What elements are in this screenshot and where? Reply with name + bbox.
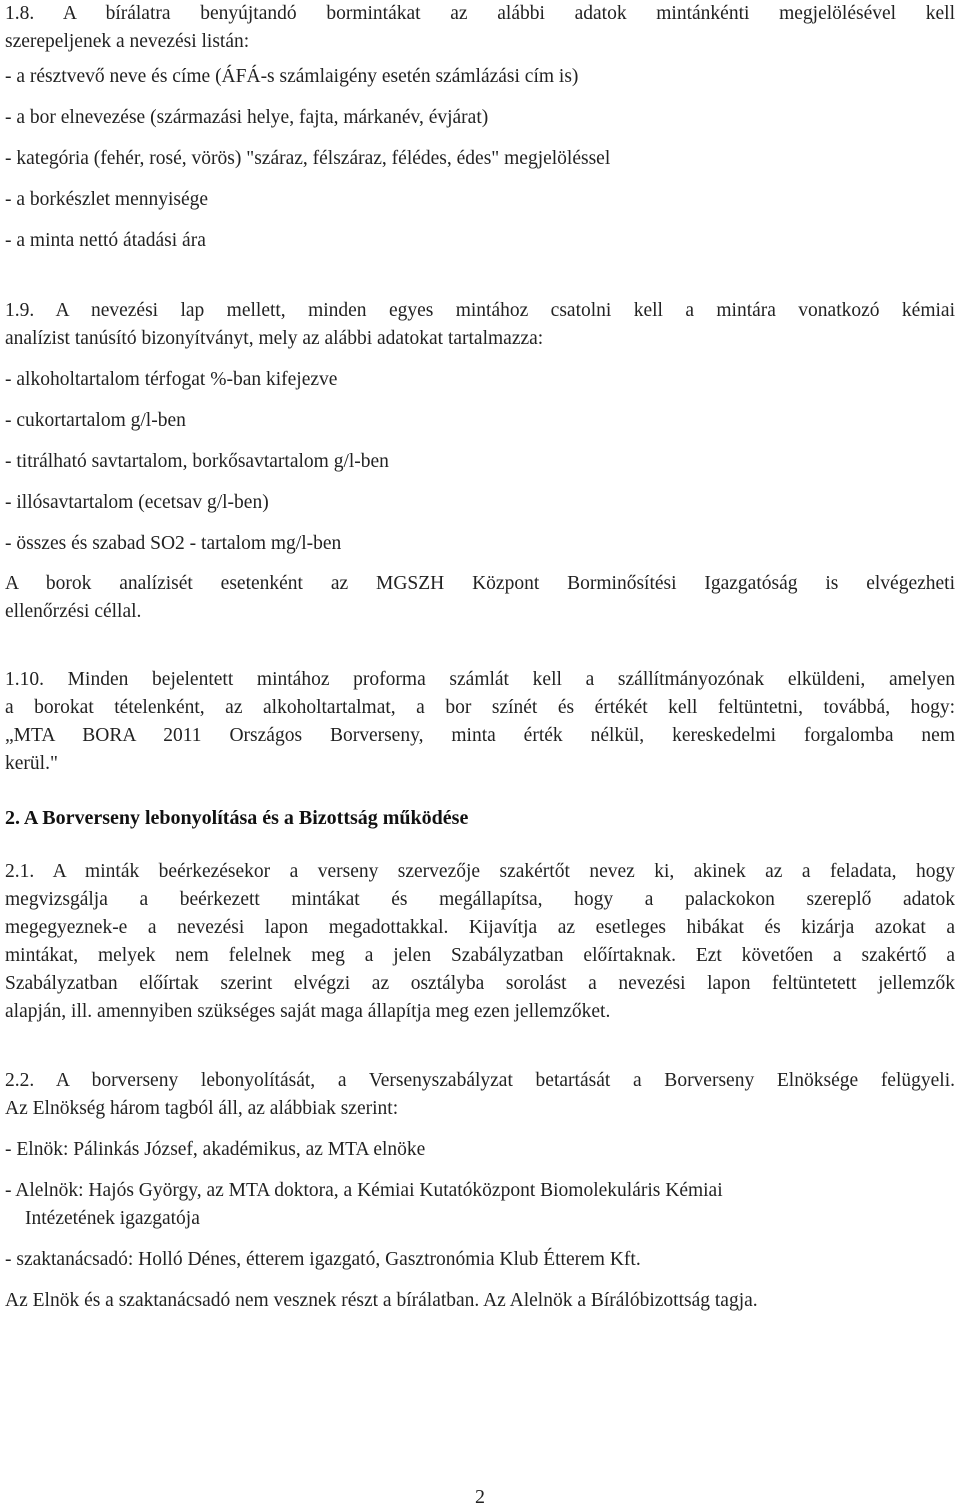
paragraph-line: 2.1. A minták beérkezésekor a verseny szervezője szakértőt nevez ki, akinek az a feladata, hogy <box>5 861 955 882</box>
section-1-8-intro <box>5 0 955 56</box>
section-1-10 <box>5 666 955 778</box>
section-1-9-intro <box>5 297 955 353</box>
paragraph-line: kerül." <box>5 753 58 774</box>
section-1-9-closing <box>5 570 955 626</box>
paragraph-line: Szabályzatban előírtak szerint elvégzi az osztályba sorolást a nevezési lapon feltüntetett jellemzők <box>5 973 955 994</box>
list-item: - a borkészlet mennyisége <box>5 189 209 210</box>
list-item: - szaktanácsadó: Holló Dénes, étterem igazgató, Gasztronómia Klub Étterem Kft. <box>5 1249 641 1270</box>
section-heading: 2. A Borverseny lebonyolítása és a Bizottság működése <box>5 807 469 829</box>
list-item: - összes és szabad SO2 - tartalom mg/l-ben <box>5 533 342 554</box>
paragraph-line: a borokat tételenként, az alkoholtartalmat, a bor színét és értékét kell feltüntetni, továbbá, hogy: <box>5 697 955 718</box>
paragraph-line: „MTA BORA 2011 Országos Borverseny, minta érték nélkül, kereskedelmi forgalomba nem <box>5 725 955 746</box>
section-2-2-intro <box>5 1067 955 1123</box>
list-item: - Elnök: Pálinkás József, akadémikus, az MTA elnöke <box>5 1139 426 1160</box>
paragraph-line: ellenőrzési céllal. <box>5 601 142 622</box>
paragraph-line: Az Elnök és a szaktanácsadó nem vesznek részt a bírálatban. Az Alelnök a Bírálóbizottság tagja. <box>5 1290 758 1311</box>
list-item: - a minta nettó átadási ára <box>5 230 206 251</box>
list-item: - alkoholtartalom térfogat %-ban kifejezve <box>5 369 338 390</box>
section-2-1 <box>5 858 955 1026</box>
paragraph-line: mintákat, melyek nem felelnek meg a jelen Szabályzatban előírtaknak. Ezt követően a szakértő a <box>5 945 955 966</box>
list-item: - cukortartalom g/l-ben <box>5 410 186 431</box>
paragraph-line: 1.8. A bírálatra benyújtandó bormintákat az alábbi adatok mintánkénti megjelölésével kell <box>5 3 955 24</box>
list-item: - illósavtartalom (ecetsav g/l-ben) <box>5 492 269 513</box>
paragraph-line: 2.2. A borverseny lebonyolítását, a Versenyszabályzat betartását a Borverseny Elnöksége felügyeli. <box>5 1070 955 1091</box>
paragraph-line: megegyeznek-e a nevezési lapon megadottakkal. Kijavítja az esetleges hibákat és kizárja azokat a <box>5 917 955 938</box>
paragraph-line: analízist tanúsító bizonyítványt, mely az alábbi adatokat tartalmazza: <box>5 328 544 349</box>
paragraph-line: alapján, ill. amennyiben szükséges saját maga állapítja meg ezen jellemzőket. <box>5 1001 611 1022</box>
list-item: - a résztvevő neve és címe (ÁFÁ-s számlaigény esetén számlázási cím is) <box>5 66 579 87</box>
paragraph-line: 1.10. Minden bejelentett mintához proforma számlát kell a szállítmányozónak elküldeni, amelyen <box>5 669 955 690</box>
paragraph-line: megvizsgálja a beérkezett mintákat és megállapítsa, hogy a palackokon szereplő adatok <box>5 889 955 910</box>
paragraph-line: - Alelnök: Hajós György, az MTA doktora, a Kémiai Kutatóközpont Biomolekuláris Kémiai <box>5 1180 723 1201</box>
list-item: - titrálható savtartalom, borkősavtartalom g/l-ben <box>5 451 389 472</box>
paragraph-line: Az Elnökség három tagból áll, az alábbiak szerint: <box>5 1098 399 1119</box>
paragraph-line: A borok analízisét esetenként az MGSZH Központ Borminősítési Igazgatóság is elvégezheti <box>5 573 955 594</box>
page-number: 2 <box>475 1486 485 1508</box>
list-item <box>5 1177 955 1233</box>
list-item: - kategória (fehér, rosé, vörös) "száraz, félszáraz, félédes, édes" megjelöléssel <box>5 148 611 169</box>
paragraph-line: Intézetének igazgatója <box>25 1208 200 1229</box>
document-page <box>5 0 955 1509</box>
paragraph-line: 1.9. A nevezési lap mellett, minden egyes mintához csatolni kell a mintára vonatkozó kémiai <box>5 300 955 321</box>
paragraph-line: szerepeljenek a nevezési listán: <box>5 31 250 52</box>
list-item: - a bor elnevezése (származási helye, fajta, márkanév, évjárat) <box>5 107 489 128</box>
